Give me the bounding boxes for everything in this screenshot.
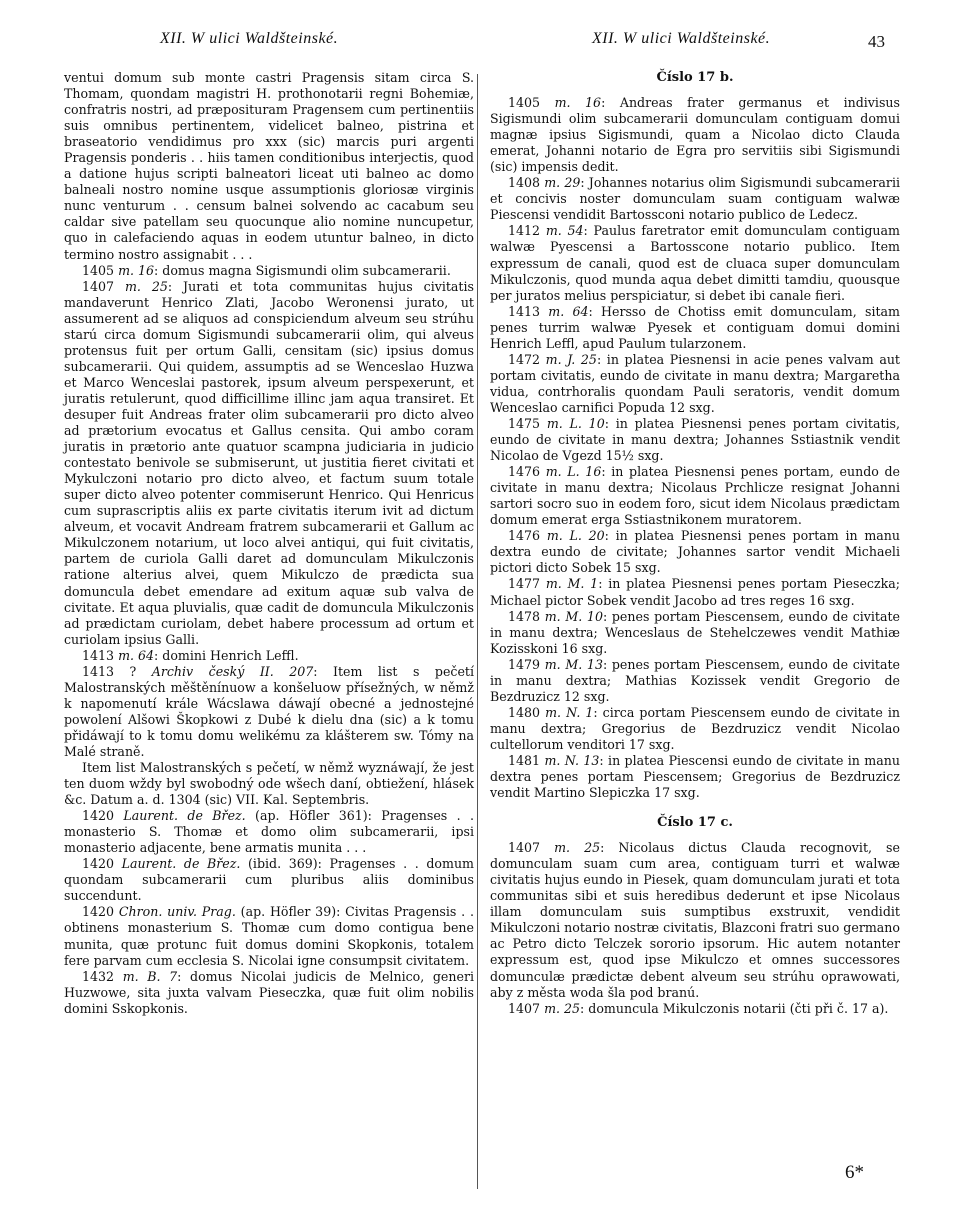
paragraph: 1481 m. N. 13: in platea Piescensi eundo de civitate in manu dextra penes portam Piescensem; Gregorius de Bezdruzicz vendit Martino Slepiczka 17 sxg. — [490, 752, 900, 801]
paragraph: 1432 m. B. 7: domus Nicolai judicis de Melnico, generi Huzwowe, sita juxta valvam Pieseczka, quæ fuit olim nobilis domini Sskopkonis. — [64, 968, 474, 1016]
paragraph: ventui domum sub monte castri Pragensis sitam circa S. Thomam, quondam magistri H. prothonotarii regni Bohemiæ, confratris nostri, ad præposituram Pragensem cum pertinentiis suis omnibus pertinentem, videlicet balneo, pistrina et braseatorio vendidimus pro xxx (sic) marcis puri argenti Pragensis ponderis . . hiis tamen conditionibus interjectis, quod a datione hujus scripti balneatori liceat uti balneo ac domo balneali nostro nomine usque assumptionis gloriosæ virginis nunc venturum . . censum balnei solvendo ac cacabum seu caldar sive patellam seu quocunque alio nomine nuncupetur, quo in calefaciendo aquas in eodem utuntur balneo, in dicto termino nostro assignabit . . . — [64, 70, 474, 262]
paragraph: 1477 m. M. 1: in platea Piesnensi penes portam Pieseczka; Michael pictor Sobek vendit Jacobo ad tres reges 16 sxg. — [490, 576, 900, 608]
signature-mark: 6* — [845, 1162, 864, 1183]
right-column — [490, 70, 900, 1017]
paragraph: 1478 m. M. 10: penes portam Piescensem, eundo de civitate in manu dextra; Wenceslaus de Stehelczewes vendit Mathiæ Kozisskoni 16 sxg. — [490, 608, 900, 656]
paragraph: 1472 m. J. 25: in platea Piesnensi in acie penes valvam aut portam civitatis, eundo de civitate in manu dextra; Margaretha vidua, contrhoralis quondam Pauli seratoris, vendit domum Wenceslao carnifici Popuda 12 sxg. — [490, 351, 900, 415]
paragraph: Item list Malostranských s pečetí, w němž wyznáwají, že jest ten duom wždy byl swobodný ode wšech daní, obtiežení, hlásek &c. Datum a. d. 1304 (sic) VII. Kal. Septembris. — [64, 760, 474, 808]
paragraph: 1479 m. M. 13: penes portam Piescensem, eundo de civitate in manu dextra; Mathias Kozissek vendit Gregorio de Bezdruzicz 12 sxg. — [490, 656, 900, 704]
paragraph: 1405 m. 16: Andreas frater germanus et indivisus Sigismundi olim subcamerarii domunculam contiguam domui magnæ ipsius Sigismundi, quam a Nicolao dicto Clauda emerat, Johanni notario de Egra pro servitiis sibi Sigismundi (sic) impensis dedit. — [490, 95, 900, 175]
paragraph: 1412 m. 54: Paulus faretrator emit domunculam contiguam walwæ Pyescensi a Bartosscone notario publico. Item expressum de canali, quod est de cluaca super domunculam Mikulczonis, quod munda aqua debet dimitti tamdiu, quousque per juratos melius perspiciatur, si debet ibi canale fieri. — [490, 223, 900, 303]
paragraph: 1407 m. 25: domuncula Mikulczonis notarii (čti při č. 17 a). — [508, 1000, 889, 1016]
paragraph: 1407 m. 25: Jurati et tota communitas hujus civitatis mandaverunt Henrico Zlati, Jacobo Weronensi jurato, ut assumerent ad se aliquos ad conspiciendum alveum seu strúhu starú circa domum Sigismundi subcamerarii olim, qui alveus protensus fuit per ortum Galli, censitam (sic) ipsius domus subcamerarii. Qui quidem, assumptis ad se Wenceslao Huzwa et Marco Wenceslai pastorek, ipsum alveum perspexerunt, et juratis retulerunt, quod difficillime illinc jam aqua transiret. Et desuper fuit Andreas frater olim subcamerarii pro dicto alveo ad prætorium evocatus et Gallus censita. Qui ambo coram juratis in prætorio ante quatuor scampna judiciaria in judicio contestato benivole se submiserunt, ut justitia fieret civitati et Mykulczoni notario pro dicto alveo, et factum suum totale super dicto alveo potenter commiserunt Henrico. Qui Henricus cum suprascriptis aliis ex parte civitatis iterum ivit ad dictum alveum, et vocavit Andream fratrem subcamerarii et Gallum ac Mikulczonem notarium, ut loco alvei antiqui, qui fuit civitatis, partem de curiola Galli daret ad domunculam Mikulczonis ratione alterius alvei, quem Mikulczo de prædicta sua domuncula debet emendare ad exitum aquæ sub valva de civitate. Et aqua pluvialis, quæ cadit de domuncula Mikulczonis ad prædictam curiolam, debet habere processum ad ortum et curiolam ipsius Galli. — [64, 278, 474, 647]
page-number: 43 — [868, 32, 885, 51]
paragraph: 1480 m. N. 1: circa portam Piescensem eundo de civitate in manu dextra; Gregorius de Bezdruzicz vendit Nicolao cultellorum venditori 17 sxg. — [490, 704, 900, 752]
paragraph: 1420 Laurent. de Břez. (ap. Höfler 361): Pragenses . . monasterio S. Thomæ et domo olim subcamerarii, ipsi monasterio adjacente, bene armatis munita . . . — [64, 808, 474, 856]
paragraph: 1407 m. 25: Nicolaus dictus Clauda recognovit, se domunculam suam cum area, contiguam turri et walwæ civitatis hujus eundo in Piesek, quam domunculam jurati et tota communitas sibi et suis heredibus dederunt et ipse Nicolaus illam domunculam suis sumptibus exstruxit, vendidit Mikulczoni notario nostræ civitatis, Blazconi fratri suo germano ac Petro dicto Telczek sororio ipsorum. Hic autem notanter expressum est, quod ipse Mikulczo et omnes successores domunculæ prædictæ debent alveum seu strúhu oprawowati, aby z města woda šla pod branú. — [490, 840, 900, 1000]
column-divider — [477, 74, 478, 1189]
paragraph: 1413 ? Archiv český II. 207: Item list s pečetí Malostranských měštěnínuow a konšeluow přísežných, w němž k napomenutí krále Wácslawa dáwají obecné a jednostejné powolení Alšowi Škopkowi z Dubé k dielu dna (sic) a k tomu přidáwají to k tomu domu welikému za klášterem sw. Tómy na Malé straně. — [64, 663, 475, 759]
section-heading-17c: Číslo 17 c. — [657, 815, 733, 831]
paragraph: 1405 m. 16: domus magna Sigismundi olim subcamerarii. — [82, 262, 451, 278]
paragraph: 1408 m. 29: Johannes notarius olim Sigismundi subcamerarii et concivis noster domunculam suam contiguam walwæ Piescensi vendidit Bartossconi notario publico de Ledecz. — [490, 175, 900, 223]
paragraph: 1413 m. 64: Hersso de Chotiss emit domunculam, sitam penes turrim walwæ Pyesek et contiguam domui domini Henrich Leffl, apud Paulum tularzonem. — [490, 303, 900, 351]
paragraph: 1476 m. L. 16: in platea Piesnensi penes portam, eundo de civitate in manu dextra; Nicolaus Prchlicze resignat Johanni sartori socro suo in eodem foro, sicut idem Nicolaus prædictam domum emerat erga Sstiastnikonem muratorem. — [490, 464, 900, 528]
left-column — [64, 70, 474, 1017]
section-heading-17b: Číslo 17 b. — [656, 70, 734, 85]
paragraph: 1420 Chron. univ. Prag. (ap. Höfler 39): Civitas Pragensis . . obtinens monasterium S. Thomæ cum domo contigua bene munita, quæ protunc fuit domus domini Skopkonis, totalem fere parvam cum ecclesia S. Nicolai igne consumpsit civitatem. — [64, 904, 474, 968]
paragraph: 1413 m. 64: domini Henrich Leffl. — [82, 647, 299, 663]
paragraph: 1475 m. L. 10: in platea Piesnensi penes portam civitatis, eundo de civitate in manu dextra; Johannes Sstiastnik vendit Nicolao de Vgezd 15½ sxg. — [490, 415, 901, 464]
running-header-right: XII. W ulici Waldšteinské. — [592, 30, 771, 47]
running-header-left: XII. W ulici Waldšteinské. — [160, 30, 339, 47]
paragraph: 1420 Laurent. de Břez. (ibid. 369): Pragenses . . domum quondam subcamerarii cum pluribus aliis dominibus succendunt. — [64, 856, 474, 904]
paragraph: 1476 m. L. 20: in platea Piesnensi penes portam in manu dextra eundo de civitate; Johannes sartor vendit Michaeli pictori dicto Sobek 15 sxg. — [490, 528, 901, 576]
